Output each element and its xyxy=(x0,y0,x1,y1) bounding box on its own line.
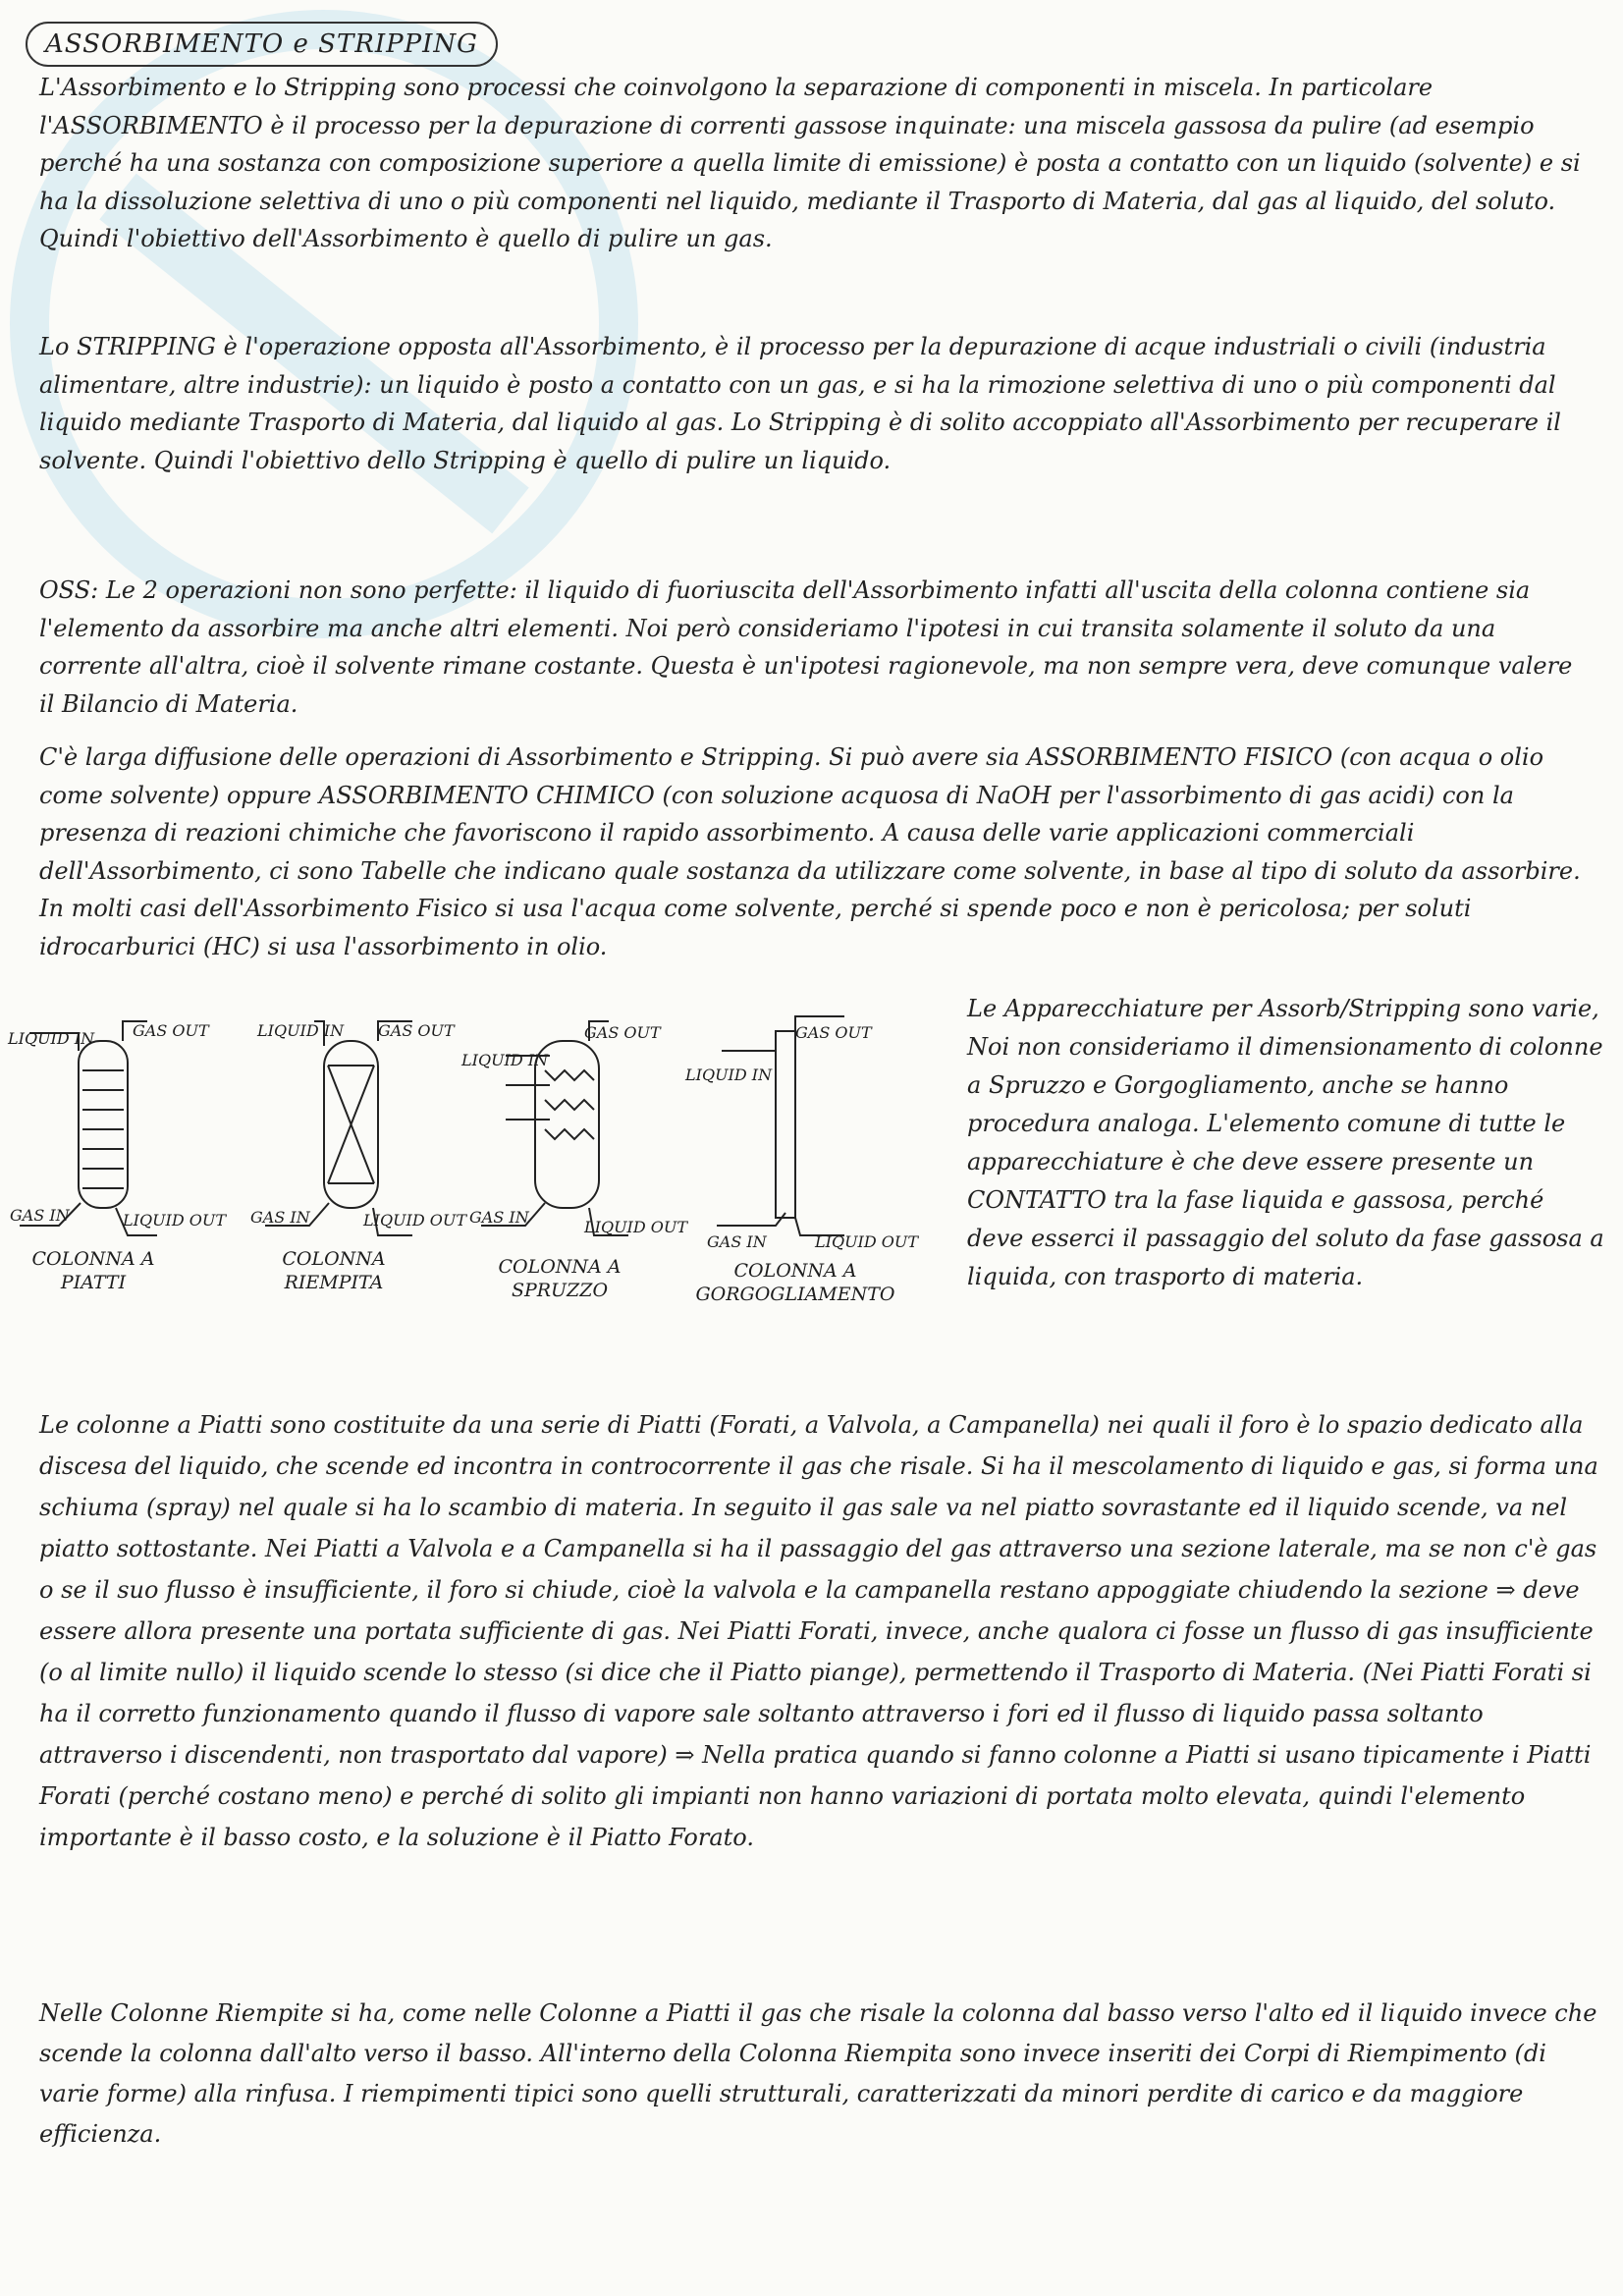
label-gas-in-4: GAS IN xyxy=(707,1232,767,1251)
label-gas-in-1: GAS IN xyxy=(10,1206,70,1225)
label-liquid-out-1: LIQUID OUT xyxy=(123,1211,227,1230)
label-liquid-out-2: LIQUID OUT xyxy=(363,1211,467,1230)
label-gas-out-4: GAS OUT xyxy=(795,1023,872,1042)
label-gas-in-2: GAS IN xyxy=(250,1208,310,1227)
caption-spray-column: COLONNA A SPRUZZO xyxy=(498,1256,622,1301)
label-liquid-in-4: LIQUID IN xyxy=(685,1066,773,1084)
paragraph-apparatus: Le Apparecchiature per Assorb/Stripping sono varie, Noi non consideriamo il dimensionamento di colonne a Spruzzo e Gorgogliamento, anche se hanno procedura analoga. L'elemento comune di tutte le apparecchiature è che deve essere presente un CONTATTO tra la fase liquida e gassosa, perché deve esserci il passaggio del soluto da fase gassosa a liquida, con trasporto di materia. xyxy=(967,995,1604,1290)
label-liquid-in-2: LIQUID IN xyxy=(257,1021,345,1040)
label-liquid-in-3: LIQUID IN xyxy=(461,1051,549,1069)
label-gas-out-3: GAS OUT xyxy=(584,1023,661,1042)
label-gas-in-3: GAS IN xyxy=(469,1208,529,1227)
page-title: ASSORBIMENTO e STRIPPING xyxy=(26,22,498,67)
label-liquid-out-4: LIQUID OUT xyxy=(815,1232,919,1251)
label-liquid-in-1: LIQUID IN xyxy=(8,1029,95,1048)
paragraph-assorbimento: L'Assorbimento e lo Stripping sono processi che coinvolgono la separazione di componenti in miscela. In particolare l'ASSORBIMENTO è il processo per la depurazione di correnti gassose inquinate: una miscela gassosa da pulire (ad esempio perché ha una sostanza con composizione superiore a quella limite di emissione) è posta a contatto con un liquido (solvente) e si ha la dissoluzione selettiva di uno o più componenti nel liquido, mediante il Trasporto di Materia, dal gas al liquido, del soluto. Quindi l'obiettivo dell'Assorbimento è quello di pulire un gas. xyxy=(39,74,1581,252)
paragraph-packed-columns: Nelle Colonne Riempite si ha, come nelle Colonne a Piatti il gas che risale la colonna dal basso verso l'alto ed il liquido invece che scende la colonna dall'alto verso il basso. All'interno della Colonna Riempita sono invece inseriti dei Corpi di Riempimento (di varie forme) alla rinfusa. I riempimenti tipici sono quelli strutturali, caratterizzati da minori perdite di carico e da maggiore efficienza. xyxy=(39,1999,1597,2148)
column-diagrams xyxy=(0,1011,943,1336)
bubble-column-shell xyxy=(776,1031,795,1218)
paragraph-diffusion: C'è larga diffusione delle operazioni di Assorbimento e Stripping. Si può avere sia ASSORBIMENTO FISICO (con acqua o olio come solvente) oppure ASSORBIMENTO CHIMICO (con soluzione acquosa di NaOH per l'assorbimento di gas acidi) con la presenza di reazioni chimiche che favoriscono il rapido assorbimento. A causa delle varie applicazioni commerciali dell'Assorbimento, ci sono Tabelle che indicano quale sostanza da utilizzare come solvente, in base al tipo di soluto da assorbire. In molti casi dell'Assorbimento Fisico si usa l'acqua come solvente, perché si spende poco e non è pericolosa; per soluti idrocarburici (HC) si usa l'assorbimento in olio. xyxy=(39,743,1581,960)
paragraph-stripping: Lo STRIPPING è l'operazione opposta all'Assorbimento, è il processo per la depurazione di acque industriali o civili (industria alimentare, altre industrie): un liquido è posto a contatto con un gas, e si ha la rimozione selettiva di uno o più componenti dal liquido mediante Trasporto di Materia, dal liquido al gas. Lo Stripping è di solito accoppiato all'Assorbimento per recuperare il solvente. Quindi l'obiettivo dello Stripping è quello di pulire un liquido. xyxy=(39,333,1561,474)
label-liquid-out-3: LIQUID OUT xyxy=(584,1218,688,1236)
caption-packed-column: COLONNA RIEMPITA xyxy=(282,1248,386,1293)
tray-column-shell xyxy=(79,1041,128,1208)
label-gas-out-2: GAS OUT xyxy=(378,1021,455,1040)
paragraph-tray-columns: Le colonne a Piatti sono costituite da una serie di Piatti (Forati, a Valvola, a Campanella) nei quali il foro è lo spazio dedicato alla discesa del liquido, che scende ed incontra in controcorrente il gas che risale. Si ha il mescolamento di liquido e gas, si forma una schiuma (spray) nel quale si ha lo scambio di materia. In seguito il gas sale va nel piatto sovrastante ed il liquido scende, va nel piatto sottostante. Nei Piatti a Valvola e a Campanella si ha il passaggio del gas attraverso una sezione laterale, ma se non c'è gas o se il suo flusso è insufficiente, il foro si chiude, cioè la valvola e la campanella restano appoggiate chiudendo la sezione ⇒ deve essere allora presente una portata sufficiente di gas. Nei Piatti Forati, invece, anche qualora ci fosse un flusso di gas insufficiente (o al limite nullo) il liquido scende lo stesso (si dice che il Piatto piange), permettendo il Trasporto di Materia. (Nei Piatti Forati si ha il corretto funzionamento quando il flusso di vapore sale soltanto attraverso i fori ed il flusso di liquido passa soltanto attraverso i discendenti, non trasportato dal vapore) ⇒ Nella pratica quando si fanno colonne a Piatti si usano tipicamente i Piatti Forati (perché costano meno) e perché di solito gli impianti non hanno variazioni di portata molto elevata, quindi l'elemento importante è il basso costo, e la soluzione è il Piatto Forato. xyxy=(39,1411,1598,1851)
paragraph-observation: OSS: Le 2 operazioni non sono perfette: il liquido di fuoriuscita dell'Assorbimento infatti all'uscita della colonna contiene sia l'elemento da assorbire ma anche altri elementi. Noi però consideriamo l'ipotesi in cui transita solamente il soluto da una corrente all'altra, cioè il solvente rimane costante. Questa è un'ipotesi ragionevole, ma non sempre vera, deve comunque valere il Bilancio di Materia. xyxy=(39,576,1573,718)
caption-bubble-column: COLONNA A GORGOGLIAMENTO xyxy=(695,1260,895,1305)
caption-tray-column: COLONNA A PIATTI xyxy=(31,1248,155,1293)
label-gas-out-1: GAS OUT xyxy=(133,1021,209,1040)
